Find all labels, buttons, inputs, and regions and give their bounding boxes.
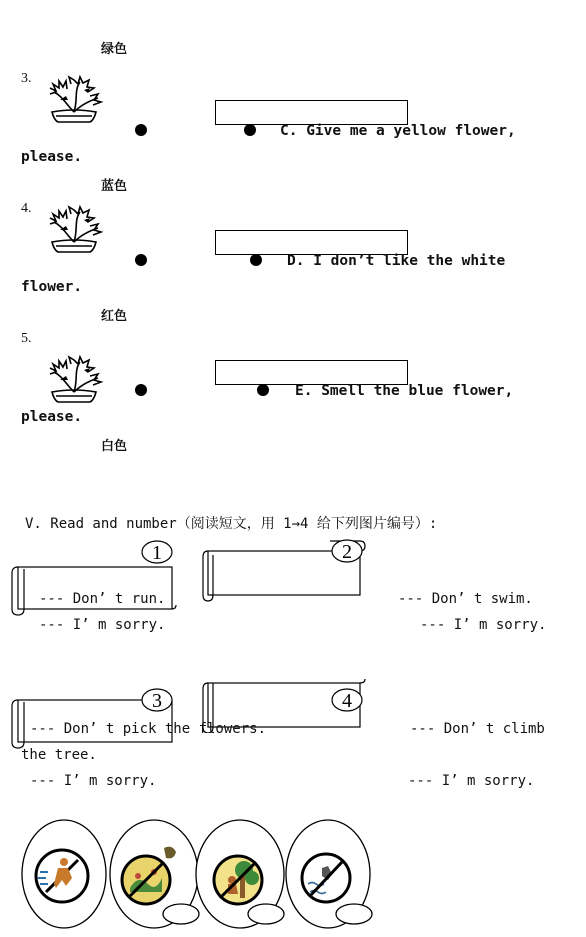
no-swimming-icon: [282, 818, 378, 930]
match-dot-left-3[interactable]: [135, 124, 147, 136]
dialog-3-line2: --- I’ m sorry.: [30, 773, 157, 789]
item-number-3: 3.: [21, 71, 32, 86]
badge-4-label: 4: [342, 690, 352, 712]
match-dot-right-4[interactable]: [250, 254, 262, 266]
color-label-blue: 蓝色: [101, 179, 128, 194]
option-c-text-cont: please.: [21, 149, 83, 165]
dialog-3-line1: --- Don’ t pick the flowers.: [30, 721, 267, 737]
dialog-2-line2: --- I’ m sorry.: [420, 617, 547, 633]
item-number-5: 5.: [21, 331, 32, 346]
no-picking-flowers-icon: [106, 818, 202, 930]
dialog-4-line2: --- I’ m sorry.: [408, 773, 535, 789]
potted-plant-icon: [44, 200, 104, 255]
color-label-red: 红色: [101, 309, 128, 324]
dialog-4-line1: --- Don’ t climb: [410, 721, 545, 737]
match-dot-right-5[interactable]: [257, 384, 269, 396]
dialog-1-line2: --- I’ m sorry.: [39, 617, 166, 633]
scroll-answer-box-2[interactable]: [202, 537, 367, 603]
color-label-white: 白色: [101, 439, 128, 454]
color-label-green: 绿色: [101, 42, 128, 57]
option-c-text: C. Give me a yellow flower,: [280, 123, 516, 139]
badge-3-label: 3: [152, 690, 162, 712]
answer-box-4[interactable]: [215, 230, 408, 255]
dialog-4-line1-cont: the tree.: [21, 747, 97, 763]
potted-plant-icon: [44, 70, 104, 125]
no-running-icon: [18, 818, 110, 933]
badge-2-label: 2: [342, 541, 352, 563]
option-d-text-cont: flower.: [21, 279, 83, 295]
no-climbing-tree-icon: [194, 818, 290, 930]
match-dot-left-4[interactable]: [135, 254, 147, 266]
option-e-text-cont: please.: [21, 409, 83, 425]
badge-1-label: 1: [152, 542, 162, 564]
scroll-answer-box-3[interactable]: [10, 686, 178, 750]
answer-box-5[interactable]: [215, 360, 408, 385]
option-e-text: E. Smell the blue flower,: [295, 383, 514, 399]
dialog-2-line1: --- Don’ t swim.: [398, 591, 533, 607]
item-number-4: 4.: [21, 201, 32, 216]
answer-box-3[interactable]: [215, 100, 408, 125]
section-heading: V. Read and number（阅读短文，用 1→4 给下列图片编号）:: [25, 516, 438, 532]
match-dot-left-5[interactable]: [135, 384, 147, 396]
match-dot-right-3[interactable]: [244, 124, 256, 136]
potted-plant-icon: [44, 350, 104, 405]
dialog-1-line1: --- Don’ t run.: [39, 591, 166, 607]
option-d-text: D. I don’t like the white: [287, 253, 506, 269]
